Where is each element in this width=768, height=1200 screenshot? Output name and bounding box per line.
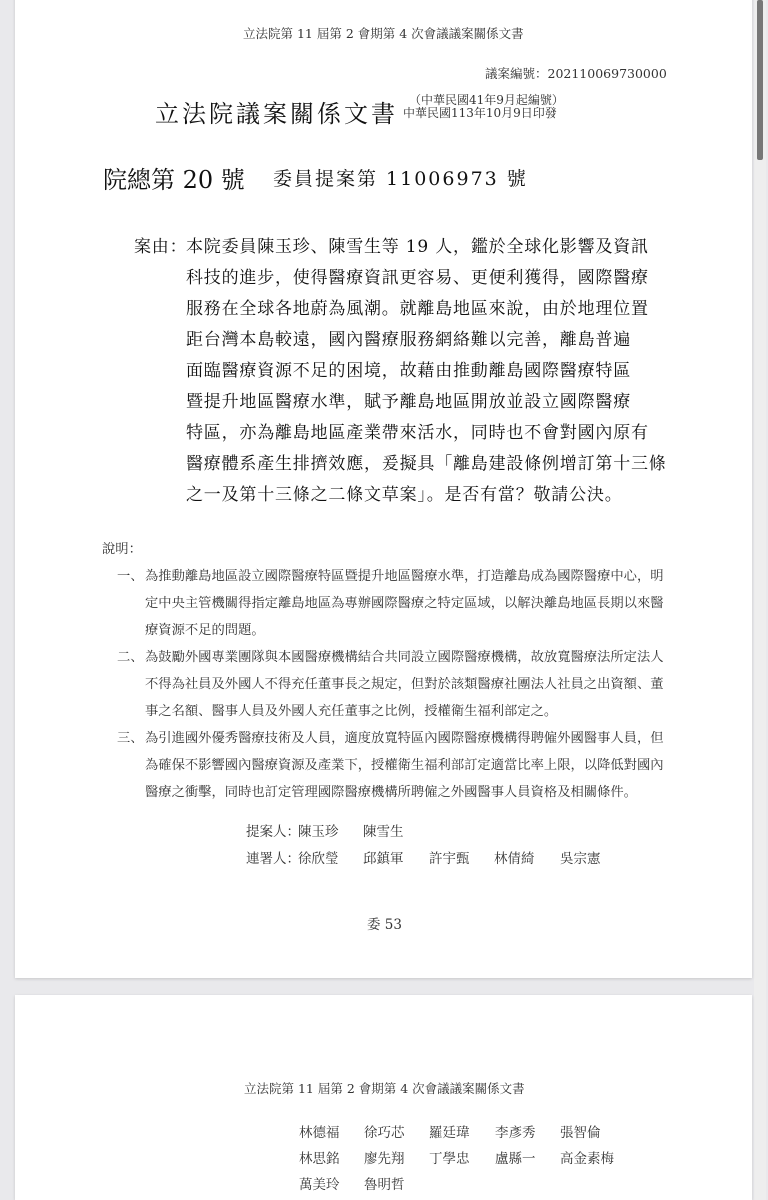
- cosigner: 許宇甄: [429, 851, 470, 867]
- cosigner: 魯明哲: [364, 1177, 405, 1193]
- item-line: 不得為社員及外國人不得充任董事長之規定，但對於該類醫療社團法人社員之出資額、董: [145, 677, 664, 692]
- cosigner: 李彥秀: [495, 1125, 536, 1141]
- item-line: 為引進國外優秀醫療技術及人員，適度放寬特區內國際醫療機構得聘僱外國醫事人員，但: [145, 731, 664, 746]
- reason-line: 暨提升地區醫療水準，賦予離島地區開放並設立國際醫療: [186, 392, 631, 412]
- page-header: 立法院第 11 屆第 2 會期第 4 次會議議案關係文書: [244, 1081, 525, 1096]
- print-date: 中華民國113年10月9日印發: [403, 106, 557, 120]
- cosigner: 羅廷瑋: [429, 1125, 470, 1141]
- proposers-label: 提案人：: [246, 824, 300, 840]
- item-line: 定中央主管機關得指定離島地區為專辦國際醫療之特定區域，以解決離島地區長期以來醫: [145, 596, 664, 611]
- cosigner: 林倩綺: [494, 851, 535, 867]
- document-page-1: [15, 0, 752, 978]
- cosigner: 林德福: [299, 1125, 340, 1141]
- scrollbar-thumb[interactable]: [757, 0, 763, 160]
- proposer: 陳雪生: [363, 824, 404, 840]
- explanation-item: [102, 563, 664, 644]
- cosigner: 萬美玲: [299, 1177, 340, 1193]
- scrollbar-track[interactable]: [754, 0, 766, 1200]
- page-number: 委 53: [367, 917, 402, 933]
- reason-line: 服務在全球各地蔚為風潮。就離島地區來說，由於地理位置: [186, 299, 649, 319]
- reason-line: 距台灣本島較遠，國內醫療服務網絡難以完善，離島普遍: [186, 330, 631, 350]
- reason-line: 本院委員陳玉珍、陳雪生等 19 人，鑑於全球化影響及資訊: [186, 237, 649, 257]
- cosigners-label: 連署人：: [246, 851, 300, 867]
- proposal-number: 委員提案第 11006973 號: [273, 168, 528, 190]
- item-line: 為推動離島地區設立國際醫療特區暨提升地區醫療水準，打造離島成為國際醫療中心，明: [145, 569, 664, 584]
- bill-number: 議案編號：202110069730000: [485, 66, 667, 81]
- page-header: 立法院第 11 屆第 2 會期第 4 次會議議案關係文書: [243, 26, 524, 41]
- reason-label: 案由：: [134, 237, 188, 257]
- reason-line: 科技的進步，使得醫療資訊更容易、更便利獲得，國際醫療: [186, 268, 649, 288]
- reason-line: 醫療體系產生排擠效應，爰擬具「離島建設條例增訂第十三條: [186, 454, 667, 474]
- explanation-label: 說明：: [102, 542, 142, 557]
- reason-line: 特區，亦為離島地區產業帶來活水，同時也不會對國內原有: [186, 423, 649, 443]
- reason-line: 之一及第十三條之二條文草案」。是否有當？敬請公決。: [186, 485, 623, 505]
- cosigner: 徐巧芯: [364, 1125, 405, 1141]
- cosigner: 高金素梅: [560, 1151, 614, 1167]
- general-number: 院總第 20 號: [103, 166, 245, 194]
- cosigner: 丁學忠: [429, 1151, 470, 1167]
- item-line: 事之名額、醫事人員及外國人充任董事之比例，授權衛生福利部定之。: [145, 704, 558, 719]
- cosigner: 吳宗憲: [560, 851, 601, 867]
- reason-line: 面臨醫療資源不足的困境，故藉由推動離島國際醫療特區: [186, 361, 631, 381]
- cosigner: 邱鎮軍: [363, 851, 404, 867]
- document-page-2: [15, 995, 752, 1200]
- cosigner: 張智倫: [560, 1125, 601, 1141]
- item-line: 醫療之衝擊，同時也訂定管理國際醫療機構所聘僱之外國醫事人員資格及相關條件。: [145, 785, 637, 800]
- item-number: 三、: [117, 731, 144, 746]
- item-line: 為確保不影響國內醫療資源及產業下，授權衛生福利部訂定適當比率上限，以降低對國內: [145, 758, 664, 773]
- explanation-section: [102, 536, 664, 806]
- item-number: 二、: [117, 650, 144, 665]
- explanation-item: [102, 644, 664, 725]
- document-title: 立法院議案關係文書: [155, 100, 398, 128]
- cosigner: 盧縣一: [495, 1151, 536, 1167]
- cosigner: 徐欣瑩: [298, 851, 339, 867]
- item-number: 一、: [117, 569, 144, 584]
- cosigner: 廖先翔: [364, 1151, 405, 1167]
- item-line: 療資源不足的問題。: [145, 623, 265, 638]
- cosigner: 林思銘: [299, 1151, 340, 1167]
- numbering-note: （中華民國41年9月起編號）: [409, 93, 564, 107]
- proposer: 陳玉珍: [298, 824, 339, 840]
- explanation-item: [102, 725, 664, 806]
- item-line: 為鼓勵外國專業團隊與本國醫療機構結合共同設立國際醫療機構，故放寬醫療法所定法人: [145, 650, 664, 665]
